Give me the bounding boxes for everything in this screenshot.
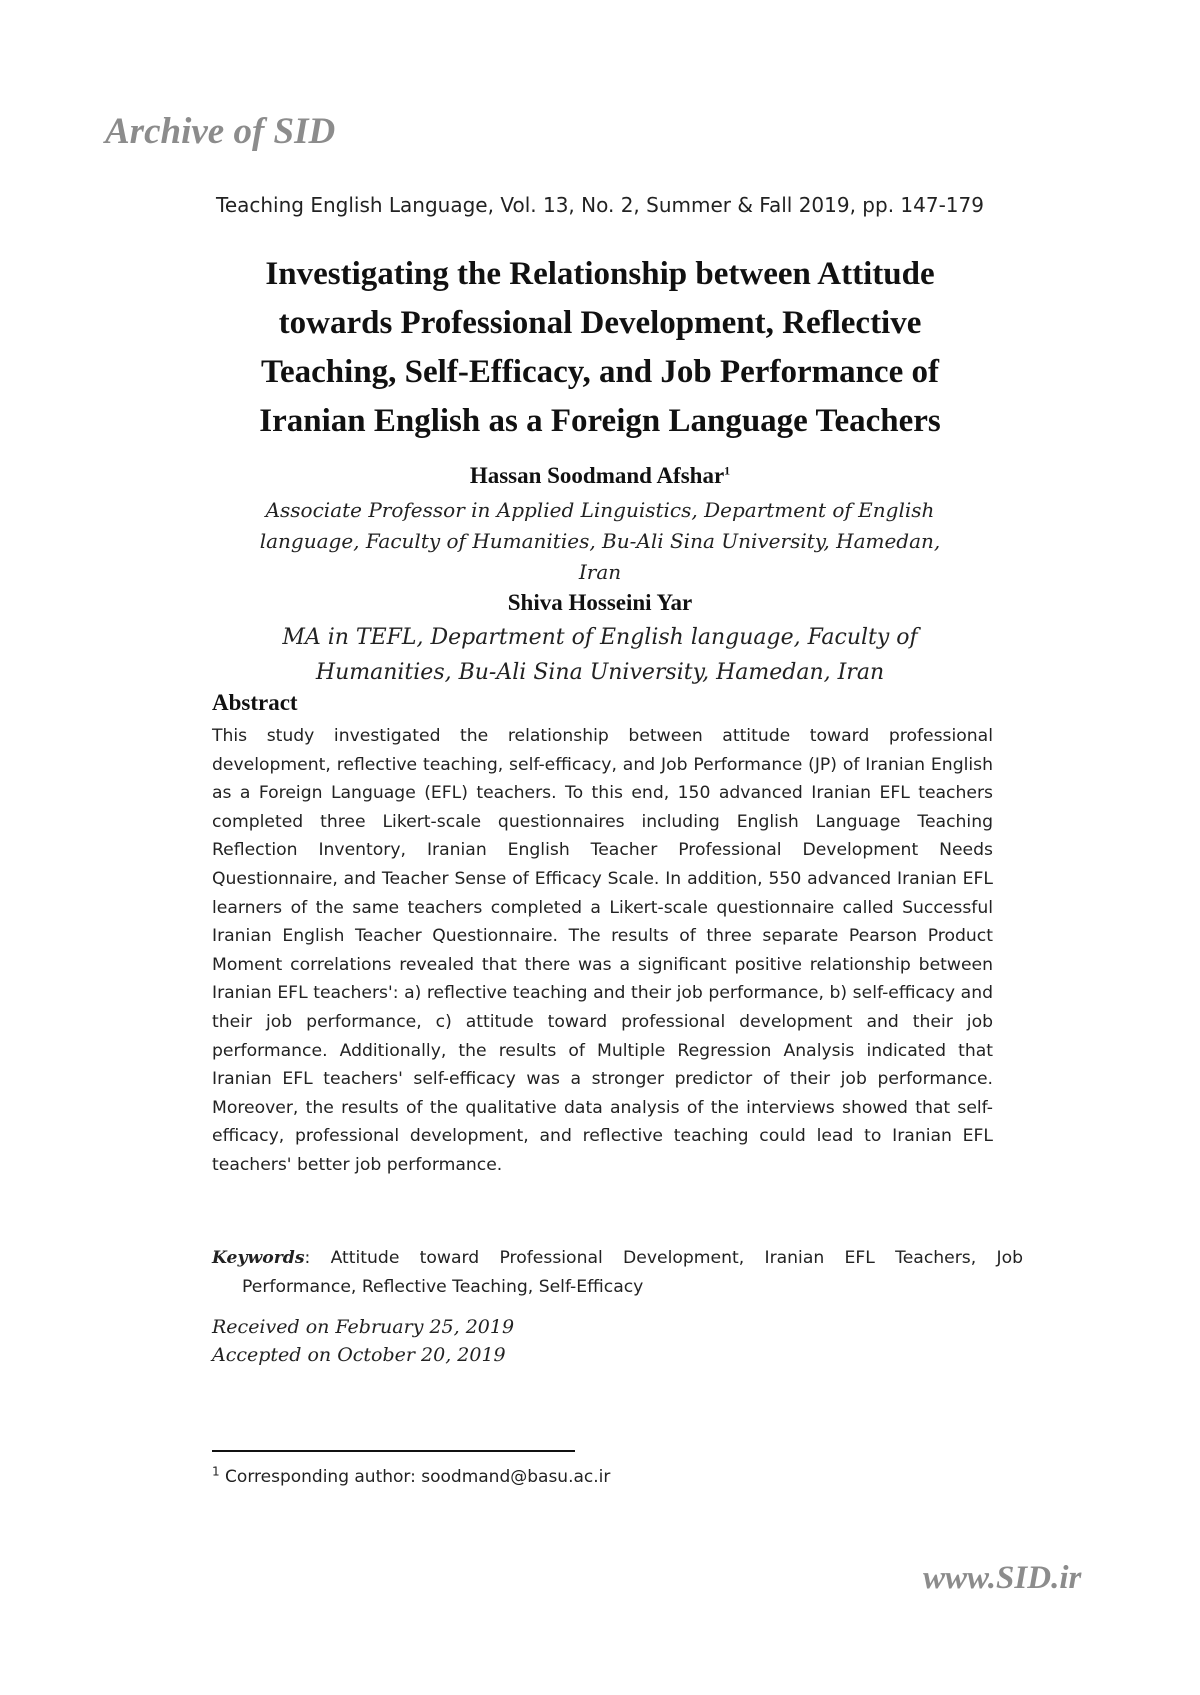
paper-title bbox=[190, 250, 1010, 446]
footnote-marker: 1 bbox=[724, 463, 731, 478]
title-line: Investigating the Relationship between Attitude bbox=[265, 256, 935, 292]
keywords-label: Keywords bbox=[212, 1248, 305, 1268]
site-watermark: www.SID.ir bbox=[923, 1560, 1082, 1596]
footnote bbox=[212, 1464, 611, 1487]
keywords-text: : Attitude toward Professional Development, Iranian EFL Teachers, Job Performance, Reflective Teaching, Self-Efficacy bbox=[242, 1248, 1023, 1297]
journal-citation: Teaching English Language, Vol. 13, No. 2, Summer & Fall 2019, pp. 147-179 bbox=[216, 193, 984, 217]
author-affiliation bbox=[212, 620, 988, 690]
accepted-date: Accepted on October 20, 2019 bbox=[212, 1344, 506, 1366]
author-affiliation bbox=[212, 495, 988, 588]
abstract-heading: Abstract bbox=[212, 690, 298, 715]
footnote-divider bbox=[212, 1450, 575, 1452]
affiliation-line: Iran bbox=[578, 560, 622, 584]
author-name: Shiva Hosseini Yar bbox=[507, 590, 693, 615]
received-date: Received on February 25, 2019 bbox=[212, 1316, 515, 1338]
affiliation-line: language, Faculty of Humanities, Bu-Ali Sina University, Hamedan, bbox=[259, 529, 941, 553]
title-line: Iranian English as a Foreign Language Teachers bbox=[259, 403, 941, 439]
author-name-text: Hassan Soodmand Afshar bbox=[469, 463, 725, 488]
affiliation-line: MA in TEFL, Department of English language, Faculty of bbox=[282, 625, 918, 650]
affiliation-line: Associate Professor in Applied Linguistics, Department of English bbox=[265, 498, 935, 522]
footnote-marker: 1 bbox=[212, 1464, 220, 1479]
affiliation-line: Humanities, Bu-Ali Sina University, Hamedan, Iran bbox=[315, 660, 885, 685]
archive-watermark: Archive of SID bbox=[105, 111, 336, 152]
author-name bbox=[0, 463, 1200, 489]
title-line: Teaching, Self-Efficacy, and Job Performance of bbox=[261, 354, 939, 390]
footnote-text: Corresponding author: soodmand@basu.ac.ir bbox=[219, 1467, 611, 1487]
keywords bbox=[212, 1244, 1023, 1301]
abstract-text: This study investigated the relationship between attitude toward professional development, reflective teaching, self-efficacy, and Job Performance (JP) of Iranian English as a Foreign Language (EFL) teachers. To this end, 150 advanced Iranian EFL teachers completed three Likert-scale questionnaires including English Language Teaching Reflection Inventory, Iranian English Teacher Professional Development Needs Questionnaire, and Teacher Sense of Efficacy Scale. In addition, 550 advanced Iranian EFL learners of the same teachers completed a Likert-scale questionnaire called Successful Iranian English Teacher Questionnaire. The results of three separate Pearson Product Moment correlations revealed that there was a significant positive relationship between Iranian EFL teachers': a) reflective teaching and their job performance, b) self-efficacy and their job performance, c) attitude toward professional development and their job performance. Additionally, the results of Multiple Regression Analysis indicated that Iranian EFL teachers' self-efficacy was a stronger predictor of their job performance. Moreover, the results of the qualitative data analysis of the interviews showed that self-efficacy, professional development, and reflective teaching could lead to Iranian EFL teachers' better job performance. bbox=[212, 726, 993, 1175]
title-line: towards Professional Development, Reflective bbox=[278, 305, 922, 341]
